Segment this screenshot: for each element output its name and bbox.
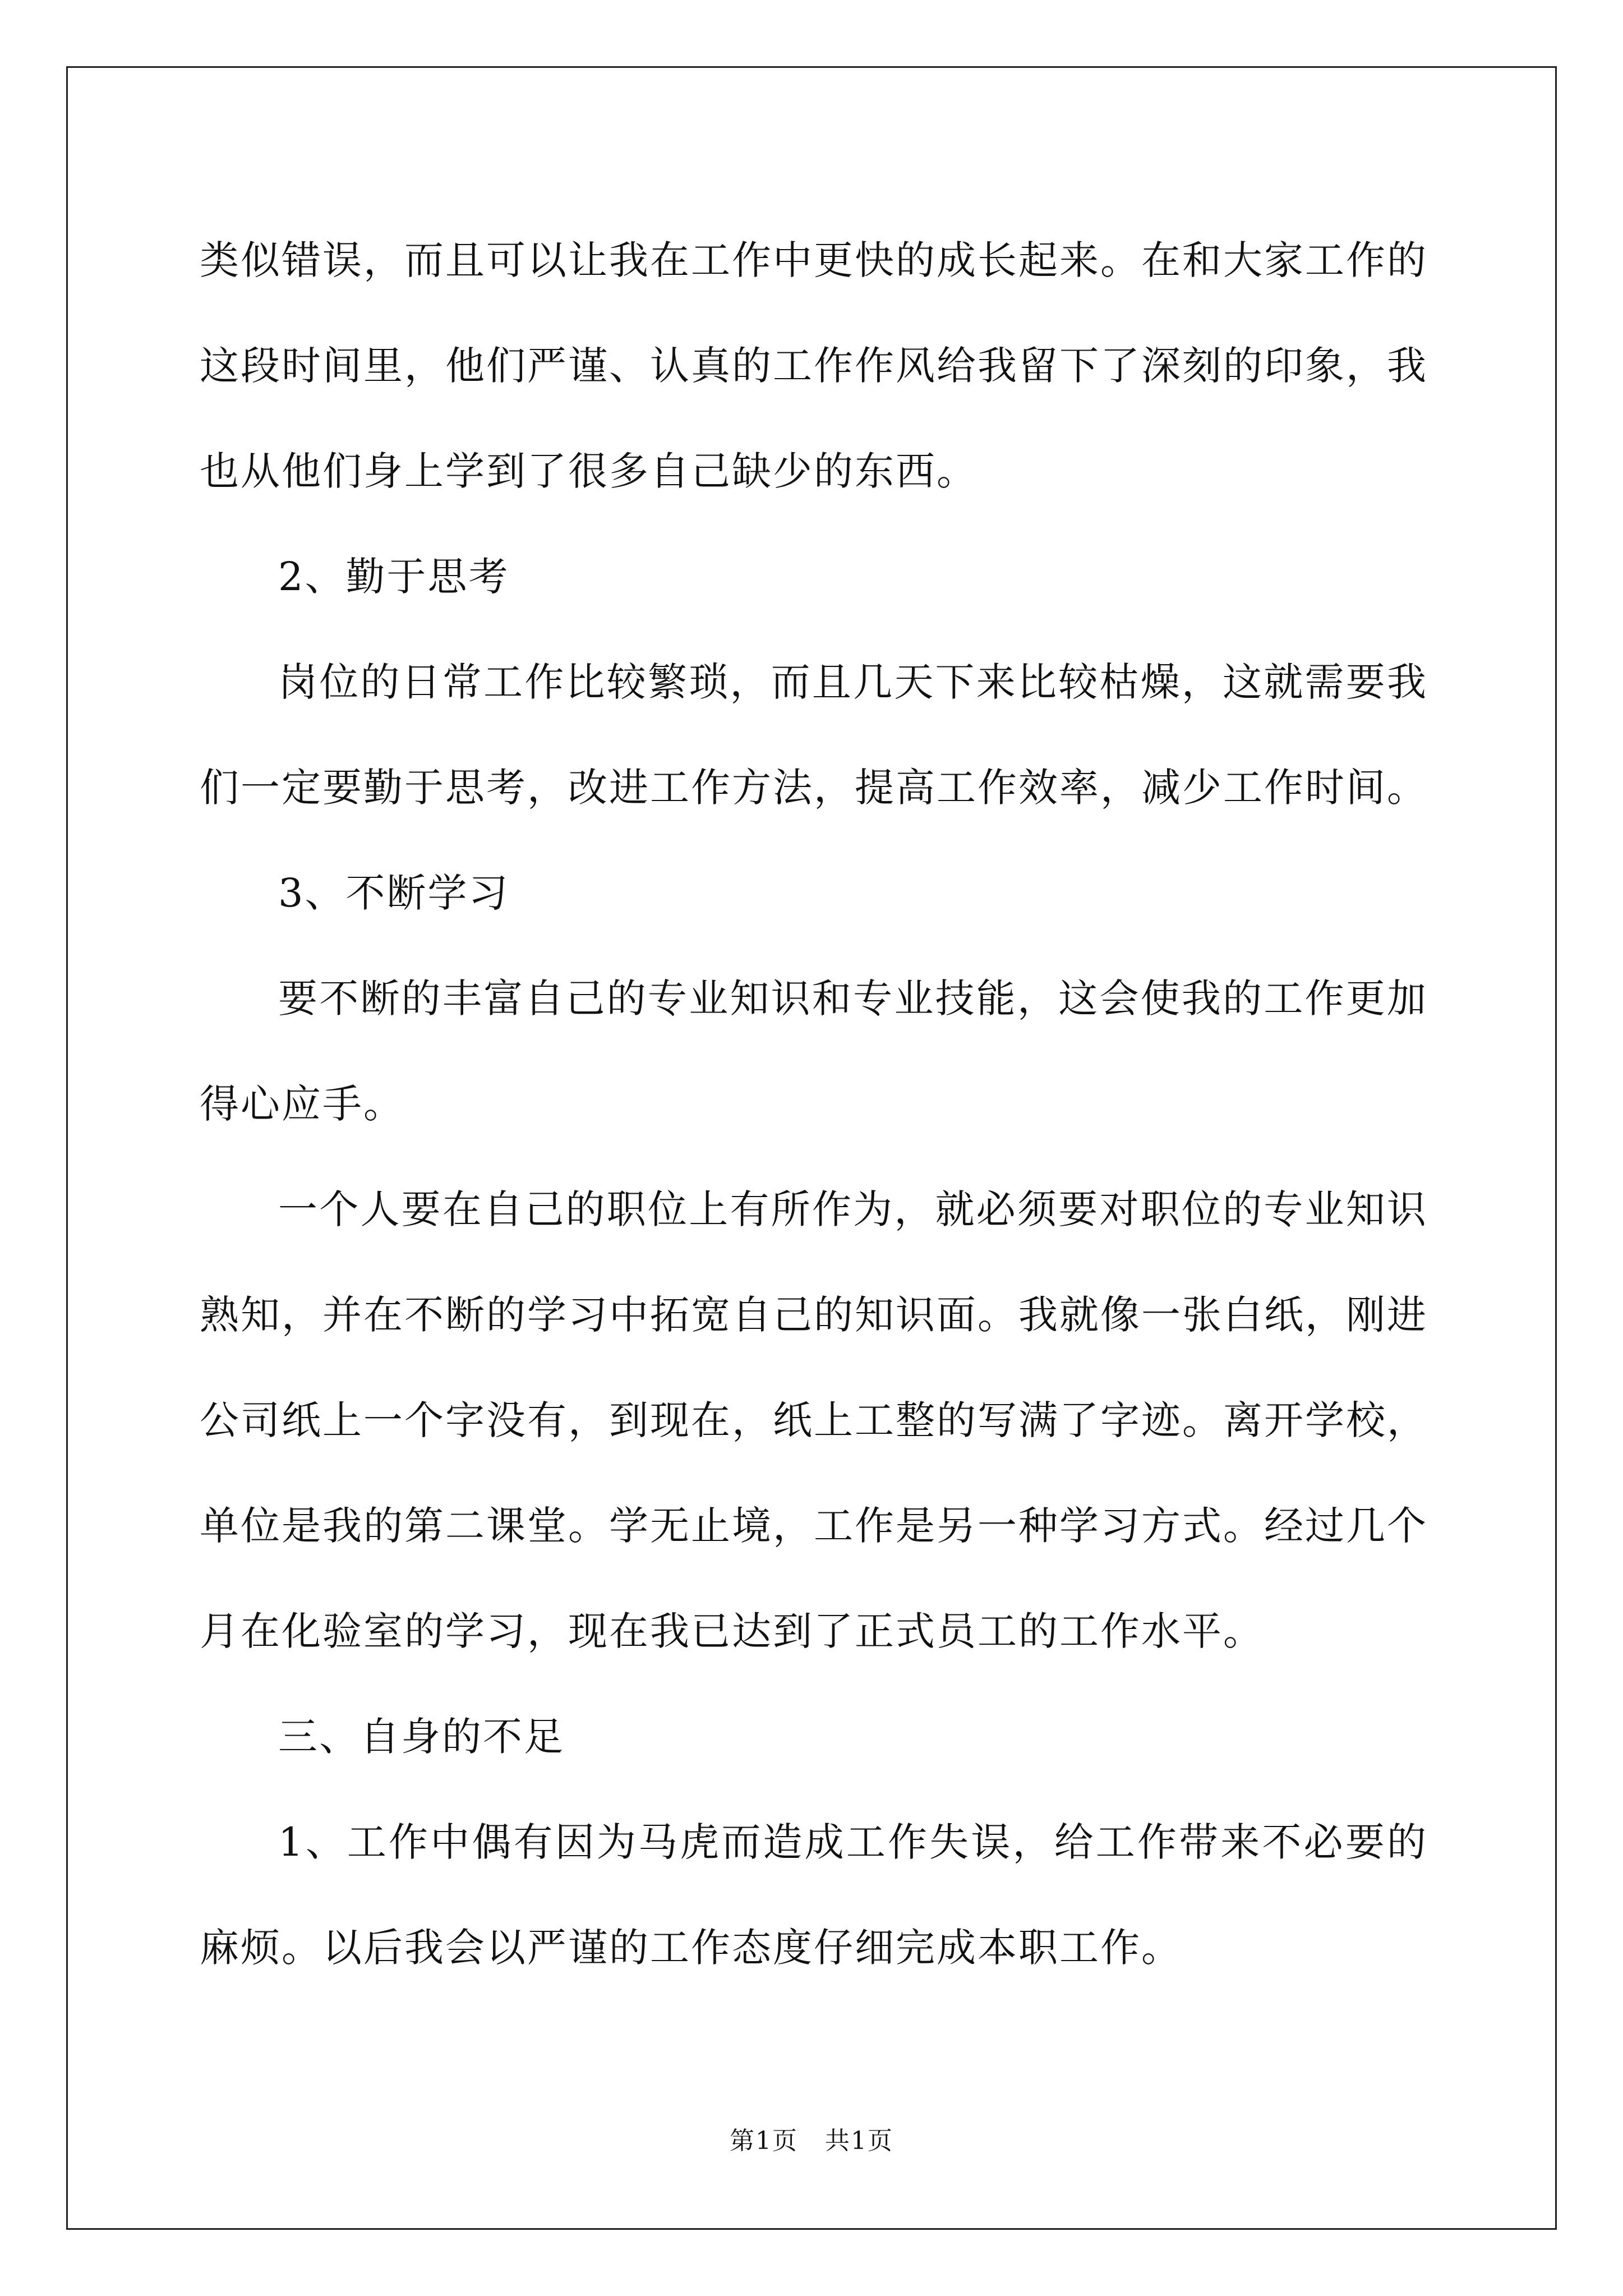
page-number-current: 第1页 — [730, 2127, 798, 2155]
heading-2-think: 2、勤于思考 — [278, 554, 510, 600]
heading-3-learning: 3、不断学习 — [278, 870, 510, 916]
paragraph-3: 岗位的日常工作比较繁琐，而且几天下来比较枯燥，这就需要我们一定要勤于思考，改进工作方法，提高工作效率，减少工作时间。 — [200, 659, 1428, 811]
paragraph-1: 类似错误，而且可以让我在工作中更快的成长起来。在和大家工作的这段时间里，他们严谨、认真的工作作风给我留下了深刻的印象，我也从他们身上学到了很多自己缺少的东西。 — [200, 237, 1428, 494]
heading-shortcomings: 三、自身的不足 — [278, 1714, 565, 1760]
paragraph-5: 要不断的丰富自己的专业知识和专业技能，这会使我的工作更加得心应手。 — [200, 976, 1428, 1127]
paragraph-8: 1、工作中偶有因为马虎而造成工作失误，给工作带来不必要的麻烦。以后我会以严谨的工作态度仔细完成本职工作。 — [200, 1819, 1428, 1971]
page-number-total: 共1页 — [825, 2127, 893, 2155]
document-body — [200, 208, 1428, 2000]
paragraph-6: 一个人要在自己的职位上有所作为，就必须要对职位的专业知识熟知，并在不断的学习中拓宽自己的知识面。我就像一张白纸，刚进公司纸上一个字没有，到现在，纸上工整的写满了字迹。离开学校，单位是我的第二课堂。学无止境，工作是另一种学习方式。经过几个月在化验室的学习，现在我已达到了正式员工的工作水平。 — [200, 1186, 1428, 1654]
page-footer — [0, 2120, 1623, 2156]
